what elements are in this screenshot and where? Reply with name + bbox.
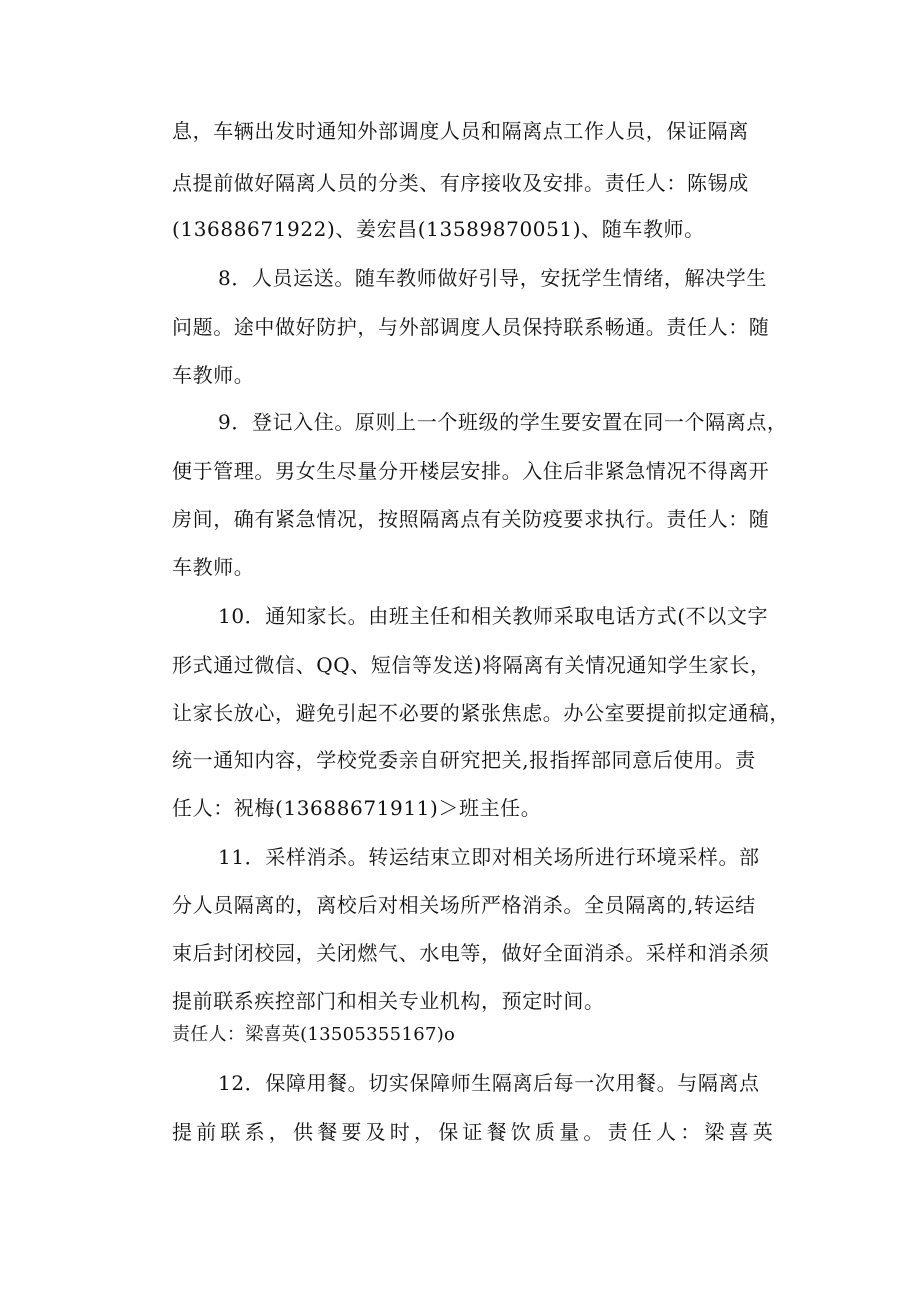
text-line: 息，车辆出发时通知外部调度人员和隔离点工作人员，保证隔离 (172, 119, 749, 143)
text-line: 房间，确有紧急情况，按照隔离点有关防疫要求执行。责任人：随 (172, 507, 770, 531)
text-line: 提前联系疾控部门和相关专业机构，预定时间。 (172, 989, 605, 1013)
text-line: 让家长放心，避免引起不必要的紧张焦虑。办公室要提前拟定通稿， (172, 701, 790, 725)
text-line: 任人：祝梅(13688671911)＞班主任。 (172, 796, 542, 820)
text-line: 8．人员运送。随车教师做好引导，安抚学生情绪，解决学生 (218, 266, 767, 290)
text-line: 形式通过微信、QQ、短信等发送)将隔离有关情况通知学生家长， (172, 653, 771, 677)
text-line: 责任人：梁喜英(13505355167)o (172, 1024, 456, 1045)
text-line: 车教师。 (172, 363, 255, 387)
text-line: 束后封闭校园，关闭燃气、水电等，做好全面消杀。采样和消杀须 (172, 941, 770, 965)
text-line: (13688671922)、姜宏昌(13589870051)、随车教师。 (172, 217, 705, 241)
text-line: 12．保障用餐。切实保障师生隔离后每一次用餐。与隔离点 (218, 1071, 760, 1095)
text-line: 统一通知内容，学校党委亲自研究把关,报指挥部同意后使用。责 (172, 748, 756, 772)
text-line: 9．登记入住。原则上一个班级的学生要安置在同一个隔离点， (218, 410, 788, 434)
text-line: 11．采样消杀。转运结束立即对相关场所进行环境采样。部 (218, 845, 760, 869)
text-line: 问题。途中做好防护，与外部调度人员保持联系畅通。责任人：随 (172, 315, 770, 339)
text-line: 点提前做好隔离人员的分类、有序接收及安排。责任人：陈锡成 (172, 171, 749, 195)
text-line: 车教师。 (172, 555, 255, 579)
text-line: 10．通知家长。由班主任和相关教师采取电话方式(不以文字 (218, 604, 769, 628)
text-line: 分人员隔离的，离校后对相关场所严格消杀。全员隔离的,转运结 (172, 893, 756, 917)
text-line: 便于管理。男女生尽量分开楼层安排。入住后非紧急情况不得离开 (172, 459, 770, 483)
text-line: 提前联系，供餐要及时，保证餐饮质量。责任人：梁喜英 (172, 1120, 777, 1144)
